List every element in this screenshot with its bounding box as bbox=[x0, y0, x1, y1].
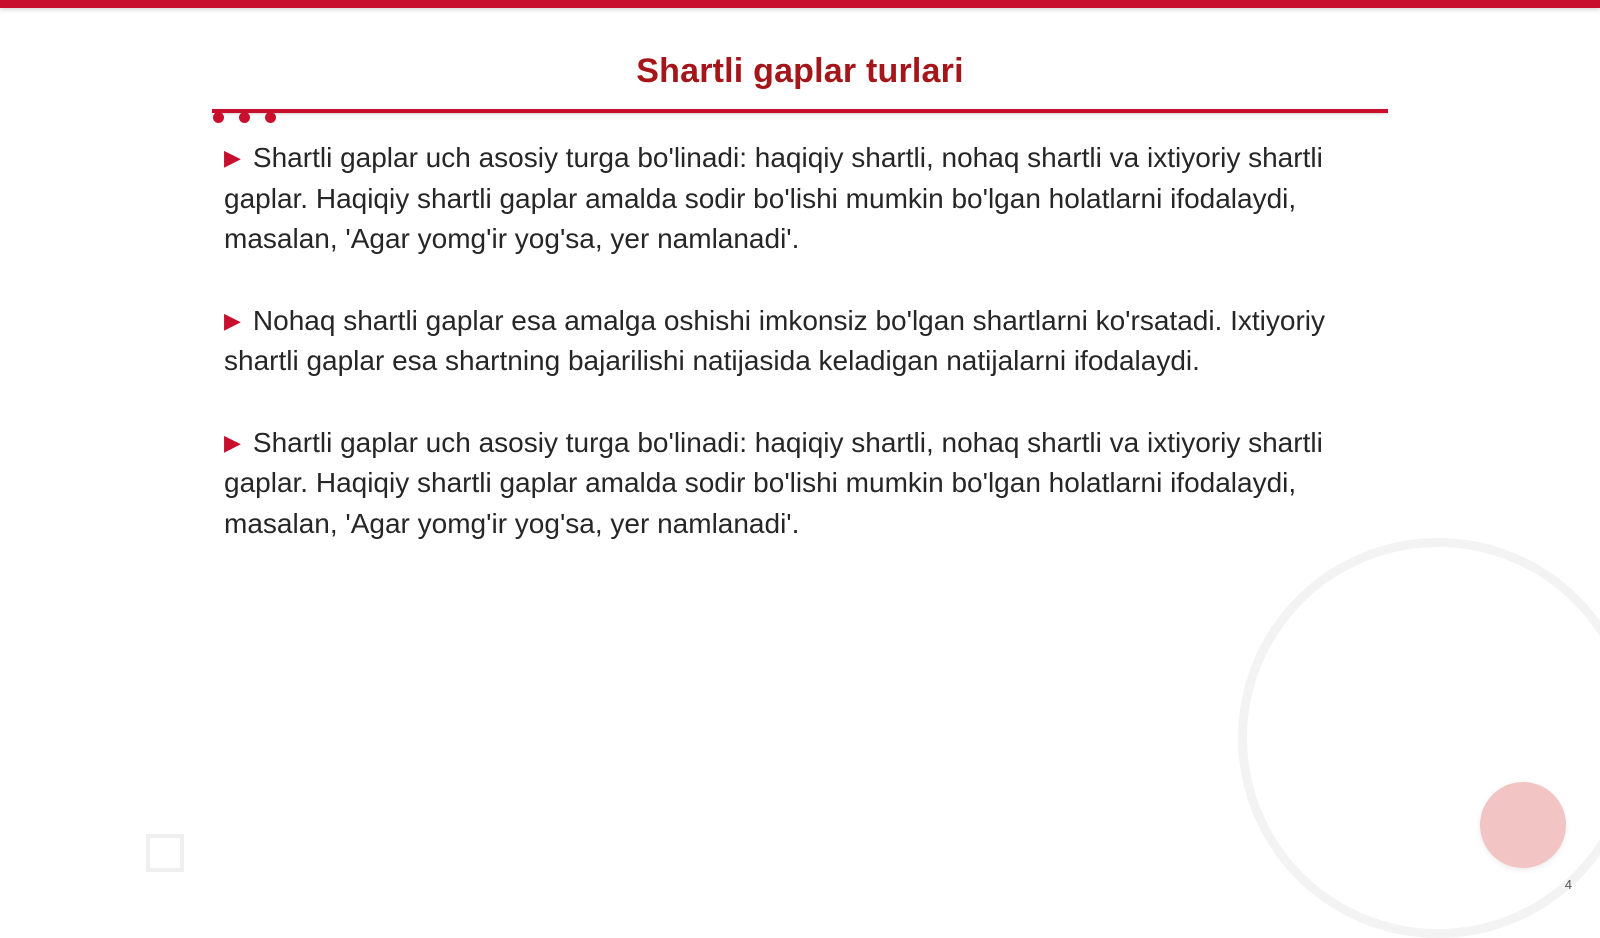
underline-dot bbox=[239, 112, 250, 123]
bullet-text: Shartli gaplar uch asosiy turga bo'linadi: haqiqiy shartli, nohaq shartli va ixtiyoriy shartli gaplar. Haqiqiy shartli gaplar amalda sodir bo'lishi mumkin bo'lgan holatlarni ifodalaydi, masalan, 'Agar yomg'ir yog'sa, yer namlanadi'. bbox=[224, 426, 1323, 539]
bullet-text: Nohaq shartli gaplar esa amalga oshishi imkonsiz bo'lgan shartlarni ko'rsatadi. Ixtiyoriy shartli gaplar esa shartning bajarilishi natijasida keladigan natijalarni ifodalaydi. bbox=[224, 304, 1326, 376]
top-accent-bar bbox=[0, 0, 1600, 8]
decorative-square bbox=[146, 834, 184, 872]
bullet-item bbox=[224, 301, 1354, 382]
title-underline bbox=[212, 109, 1388, 113]
bullet-list bbox=[224, 138, 1354, 585]
decorative-pink-circle bbox=[1480, 782, 1566, 868]
page-number: 4 bbox=[1564, 877, 1572, 892]
slide-title: Shartli gaplar turlari bbox=[636, 52, 964, 90]
bullet-text: Shartli gaplar uch asosiy turga bo'linadi: haqiqiy shartli, nohaq shartli va ixtiyoriy shartli gaplar. Haqiqiy shartli gaplar amalda sodir bo'lishi mumkin bo'lgan holatlarni ifodalaydi, masalan, 'Agar yomg'ir yog'sa, yer namlanadi'. bbox=[224, 142, 1323, 254]
decorative-ring bbox=[1238, 538, 1600, 938]
triangle-bullet-icon: ▶ bbox=[224, 145, 241, 170]
underline-dot bbox=[265, 112, 276, 123]
underline-dot bbox=[213, 112, 224, 123]
triangle-bullet-icon: ▶ bbox=[224, 429, 241, 455]
bullet-item bbox=[224, 138, 1354, 260]
bullet-item bbox=[224, 423, 1354, 545]
triangle-bullet-icon: ▶ bbox=[224, 307, 241, 333]
